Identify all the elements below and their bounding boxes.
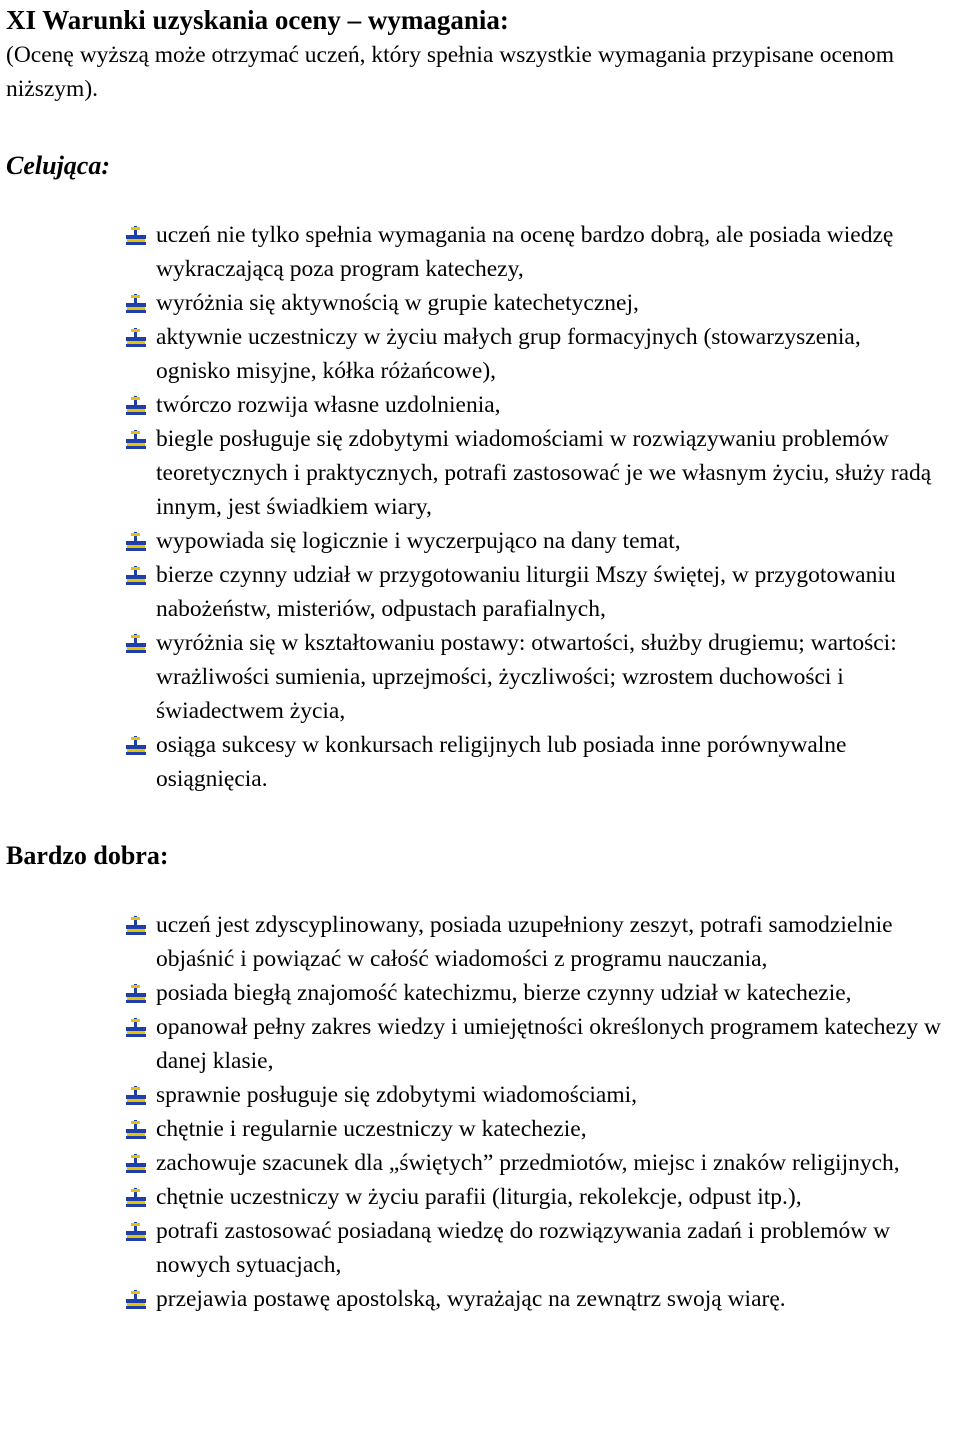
- thumbtack-icon: [125, 984, 147, 1004]
- list-item: [121, 1282, 941, 1316]
- list-item: [121, 558, 941, 626]
- thumbtack-icon: [125, 566, 147, 586]
- list-item: [121, 524, 941, 558]
- list-item-text: biegle posługuje się zdobytymi wiadomościami w rozwiązywaniu problemów teoretycznych i praktycznych, potrafi zastosować je we własnym życiu, służy radą innym, jest świadkiem wiary,: [156, 426, 932, 520]
- list-item-text: zachowuje szacunek dla „świętych” przedmiotów, miejsc i znaków religijnych,: [156, 1150, 900, 1176]
- thumbtack-icon: [125, 1290, 147, 1310]
- list-item: [121, 976, 941, 1010]
- list-item: [121, 728, 941, 796]
- section-heading-bardzo-dobra: Bardzo dobra:: [6, 841, 169, 870]
- list-item: [121, 1078, 941, 1112]
- list-item: [121, 422, 941, 524]
- list-item-text: wyróżnia się w kształtowaniu postawy: otwartości, służby drugiemu; wartości: wrażliwości sumienia, uprzejmości, życzliwości; wzrostem duchowości i świadectwem życia,: [156, 630, 897, 724]
- section-heading-celujaca: Celująca:: [6, 151, 110, 180]
- list-item: [121, 320, 941, 388]
- list-item: [121, 626, 941, 728]
- list-item: [121, 1180, 941, 1214]
- thumbtack-icon: [125, 328, 147, 348]
- thumbtack-icon: [125, 532, 147, 552]
- list-item: [121, 1010, 941, 1078]
- list-item: [121, 1112, 941, 1146]
- list-item-text: osiąga sukcesy w konkursach religijnych lub posiada inne porównywalne osiągnięcia.: [156, 732, 847, 792]
- thumbtack-icon: [125, 1188, 147, 1208]
- thumbtack-icon: [125, 1018, 147, 1038]
- list-item-text: uczeń nie tylko spełnia wymagania na ocenę bardzo dobrą, ale posiada wiedzę wykraczającą poza program katechezy,: [156, 222, 894, 282]
- thumbtack-icon: [125, 736, 147, 756]
- list-item: [121, 286, 941, 320]
- list-item-text: przejawia postawę apostolską, wyrażając na zewnątrz swoją wiarę.: [156, 1286, 786, 1312]
- list-item-text: posiada biegłą znajomość katechizmu, bierze czynny udział w katechezie,: [156, 980, 852, 1006]
- page-title: XI Warunki uzyskania oceny – wymagania:: [6, 5, 509, 35]
- intro-note: (Ocenę wyższą może otrzymać uczeń, który spełnia wszystkie wymagania przypisane ocenom niższym).: [6, 42, 895, 102]
- requirements-list-bardzo-dobra: [121, 908, 941, 1316]
- requirements-list-celujaca: [121, 218, 941, 796]
- list-item-text: chętnie i regularnie uczestniczy w katechezie,: [156, 1116, 587, 1142]
- list-item: [121, 218, 941, 286]
- thumbtack-icon: [125, 294, 147, 314]
- list-item-text: bierze czynny udział w przygotowaniu liturgii Mszy świętej, w przygotowaniu nabożeństw, misteriów, odpustach parafialnych,: [156, 562, 896, 622]
- thumbtack-icon: [125, 1222, 147, 1242]
- thumbtack-icon: [125, 396, 147, 416]
- list-item: [121, 1214, 941, 1282]
- thumbtack-icon: [125, 1120, 147, 1140]
- list-item: [121, 908, 941, 976]
- thumbtack-icon: [125, 1086, 147, 1106]
- list-item-text: opanował pełny zakres wiedzy i umiejętności określonych programem katechezy w danej klasie,: [156, 1014, 942, 1074]
- list-item-text: wypowiada się logicznie i wyczerpująco na dany temat,: [156, 528, 681, 554]
- thumbtack-icon: [125, 1154, 147, 1174]
- thumbtack-icon: [125, 226, 147, 246]
- list-item-text: aktywnie uczestniczy w życiu małych grup formacyjnych (stowarzyszenia, ognisko misyjne, kółka różańcowe),: [156, 324, 861, 384]
- list-item-text: twórczo rozwija własne uzdolnienia,: [156, 392, 501, 418]
- list-item-text: uczeń jest zdyscyplinowany, posiada uzupełniony zeszyt, potrafi samodzielnie objaśnić i powiązać w całość wiadomości z programu nauczania,: [156, 912, 893, 972]
- list-item-text: chętnie uczestniczy w życiu parafii (liturgia, rekolekcje, odpust itp.),: [156, 1184, 802, 1210]
- list-item-text: potrafi zastosować posiadaną wiedzę do rozwiązywania zadań i problemów w nowych sytuacjach,: [156, 1218, 891, 1278]
- list-item: [121, 1146, 941, 1180]
- list-item: [121, 388, 941, 422]
- list-item-text: sprawnie posługuje się zdobytymi wiadomościami,: [156, 1082, 638, 1108]
- thumbtack-icon: [125, 430, 147, 450]
- list-item-text: wyróżnia się aktywnością w grupie katechetycznej,: [156, 290, 639, 316]
- thumbtack-icon: [125, 916, 147, 936]
- thumbtack-icon: [125, 634, 147, 654]
